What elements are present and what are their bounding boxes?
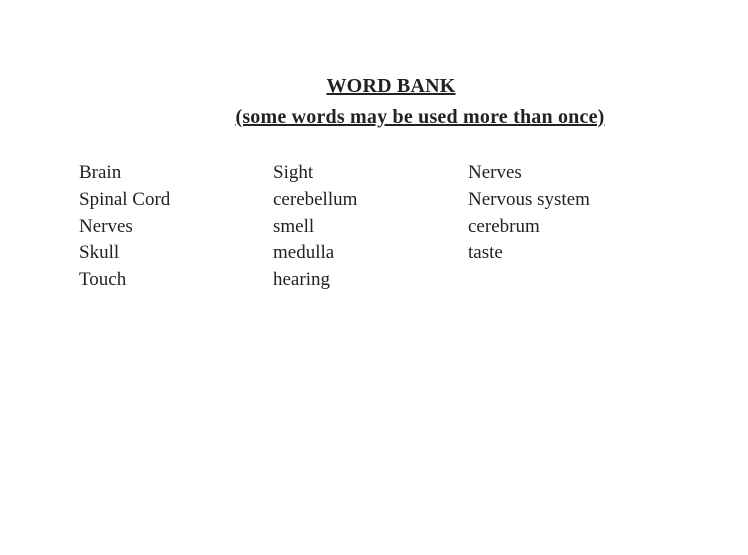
word-bank-subtitle: (some words may be used more than once)	[235, 106, 605, 128]
word-item: Sight	[273, 162, 314, 183]
word-item: Nervous system	[468, 188, 590, 210]
word-item: Touch	[79, 269, 127, 291]
word-item: Skull	[79, 242, 120, 264]
word-bank-title: WORD BANK	[326, 75, 456, 97]
word-item: taste	[468, 242, 503, 264]
word-item: smell	[273, 215, 315, 237]
word-item: cerebellum	[273, 188, 358, 210]
word-item: hearing	[273, 269, 330, 291]
word-item: Nerves	[468, 162, 522, 183]
word-item: cerebrum	[468, 215, 540, 237]
word-column-1	[79, 160, 279, 294]
word-column-3	[468, 160, 668, 267]
word-item: Nerves	[79, 215, 133, 237]
word-column-2	[273, 160, 473, 294]
word-item: medulla	[273, 242, 335, 264]
word-item: Spinal Cord	[79, 188, 171, 210]
word-item: Brain	[79, 162, 122, 183]
